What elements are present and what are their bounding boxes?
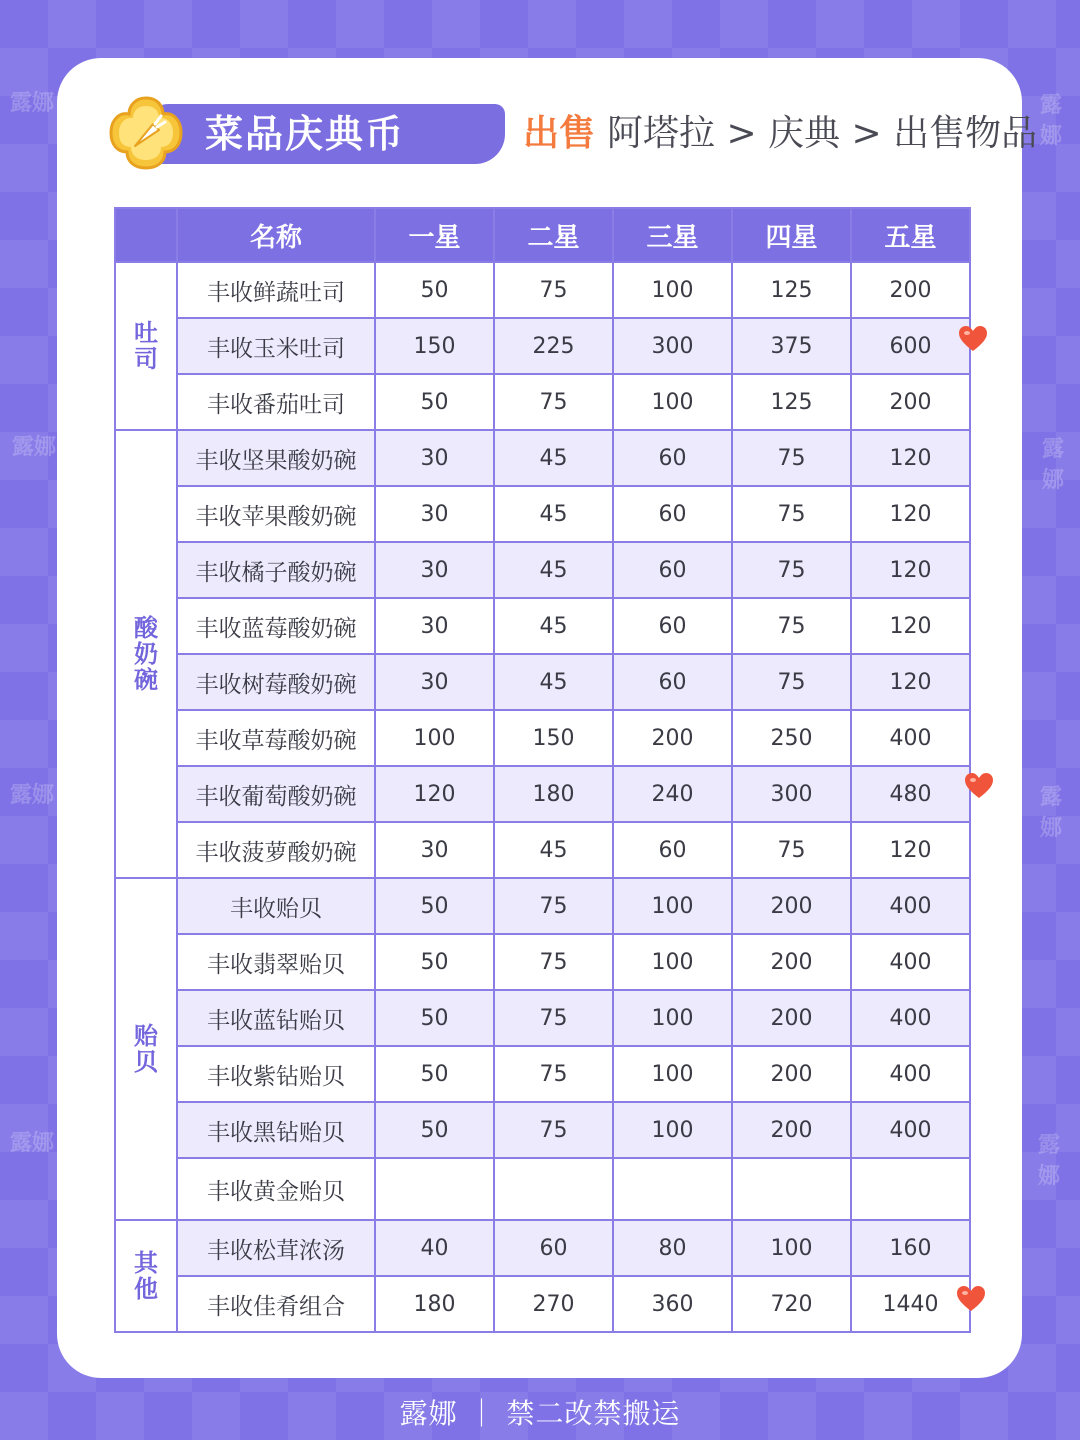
column-header: 一星 (375, 208, 494, 262)
item-name-cell: 丰收黑钻贻贝 (177, 1102, 375, 1158)
table-row (115, 878, 970, 934)
table-row (115, 766, 970, 822)
item-name-cell: 丰收苹果酸奶碗 (177, 486, 375, 542)
price-cell: 100 (613, 934, 732, 990)
price-cell: 100 (375, 710, 494, 766)
item-name-cell: 丰收紫钻贻贝 (177, 1046, 375, 1102)
table-header-row (115, 208, 970, 262)
table-row (115, 430, 970, 486)
price-cell: 60 (613, 486, 732, 542)
price-cell: 120 (851, 486, 970, 542)
price-cell: 60 (613, 654, 732, 710)
item-name-cell: 丰收番茄吐司 (177, 374, 375, 430)
page-title: 菜品庆典币 (205, 112, 406, 156)
item-name-cell: 丰收菠萝酸奶碗 (177, 822, 375, 878)
item-name-cell: 丰收蓝钻贻贝 (177, 990, 375, 1046)
price-cell: 200 (732, 1102, 851, 1158)
table-row (115, 990, 970, 1046)
item-name-cell: 丰收黄金贻贝 (177, 1158, 375, 1220)
price-cell: 75 (732, 542, 851, 598)
table-row (115, 822, 970, 878)
column-header: 四星 (732, 208, 851, 262)
price-cell: 250 (732, 710, 851, 766)
price-cell: 270 (494, 1276, 613, 1332)
price-cell: 50 (375, 374, 494, 430)
table-row (115, 1220, 970, 1276)
price-cell (375, 1158, 494, 1220)
price-cell (851, 1158, 970, 1220)
price-table (114, 207, 971, 1333)
price-cell: 75 (732, 430, 851, 486)
price-cell: 30 (375, 542, 494, 598)
price-cell: 40 (375, 1220, 494, 1276)
price-cell: 360 (613, 1276, 732, 1332)
price-cell: 200 (732, 934, 851, 990)
price-cell: 1440 (851, 1276, 970, 1332)
price-cell: 400 (851, 934, 970, 990)
carrot-coin-icon (107, 94, 185, 172)
price-cell: 75 (494, 934, 613, 990)
item-name-cell: 丰收贻贝 (177, 878, 375, 934)
price-cell: 100 (613, 1102, 732, 1158)
category-cell (115, 430, 177, 878)
price-cell: 60 (613, 542, 732, 598)
price-cell: 180 (375, 1276, 494, 1332)
breadcrumb-path: 阿塔拉 > 庆典 > 出售物品 (607, 113, 1038, 154)
price-cell: 200 (851, 374, 970, 430)
price-cell: 150 (494, 710, 613, 766)
price-cell: 125 (732, 374, 851, 430)
price-cell: 80 (613, 1220, 732, 1276)
price-cell: 100 (613, 878, 732, 934)
category-cell (115, 878, 177, 1220)
price-cell: 200 (851, 262, 970, 318)
category-label: 其他 (133, 1249, 158, 1303)
table-row (115, 1276, 970, 1332)
column-header: 名称 (177, 208, 375, 262)
category-cell (115, 262, 177, 430)
price-cell: 75 (494, 1046, 613, 1102)
item-name-cell: 丰收松茸浓汤 (177, 1220, 375, 1276)
price-cell: 180 (494, 766, 613, 822)
price-cell: 50 (375, 262, 494, 318)
price-cell: 400 (851, 878, 970, 934)
table-row (115, 374, 970, 430)
heart-icon (958, 325, 988, 353)
price-cell (494, 1158, 613, 1220)
price-cell: 30 (375, 654, 494, 710)
watermark: 露娜 (1038, 1133, 1061, 1189)
table-row (115, 654, 970, 710)
watermark: 露娜 (1040, 785, 1063, 841)
price-cell: 30 (375, 822, 494, 878)
table-row (115, 1102, 970, 1158)
item-name-cell: 丰收坚果酸奶碗 (177, 430, 375, 486)
price-cell: 45 (494, 542, 613, 598)
category-label: 贻贝 (133, 1022, 158, 1076)
price-cell: 50 (375, 990, 494, 1046)
price-cell (732, 1158, 851, 1220)
price-cell: 75 (494, 374, 613, 430)
price-cell: 200 (613, 710, 732, 766)
price-cell: 50 (375, 1102, 494, 1158)
price-cell: 400 (851, 1046, 970, 1102)
price-cell: 45 (494, 486, 613, 542)
price-cell: 200 (732, 878, 851, 934)
category-label: 酸奶碗 (133, 614, 158, 694)
price-cell: 100 (613, 990, 732, 1046)
price-cell: 45 (494, 598, 613, 654)
column-header: 二星 (494, 208, 613, 262)
price-cell: 600 (851, 318, 970, 374)
price-cell: 240 (613, 766, 732, 822)
table-row (115, 486, 970, 542)
watermark: 露娜 (10, 91, 55, 116)
category-label: 吐司 (133, 319, 158, 373)
footer-note: 露娜 ｜ 禁二改禁搬运 (399, 1397, 681, 1430)
table-row (115, 318, 970, 374)
price-cell: 50 (375, 878, 494, 934)
price-cell: 300 (613, 318, 732, 374)
price-cell: 150 (375, 318, 494, 374)
price-cell: 100 (613, 1046, 732, 1102)
price-cell: 480 (851, 766, 970, 822)
price-cell: 45 (494, 822, 613, 878)
category-cell (115, 1220, 177, 1332)
item-name-cell: 丰收鲜蔬吐司 (177, 262, 375, 318)
table-row (115, 934, 970, 990)
price-cell: 60 (613, 430, 732, 486)
price-cell: 50 (375, 934, 494, 990)
price-cell: 60 (613, 598, 732, 654)
price-cell: 100 (613, 374, 732, 430)
price-cell: 75 (494, 990, 613, 1046)
column-header: 三星 (613, 208, 732, 262)
price-cell: 200 (732, 1046, 851, 1102)
price-cell: 75 (494, 262, 613, 318)
table-row (115, 710, 970, 766)
price-cell: 200 (732, 990, 851, 1046)
item-name-cell: 丰收草莓酸奶碗 (177, 710, 375, 766)
price-cell: 125 (732, 262, 851, 318)
item-name-cell: 丰收佳肴组合 (177, 1276, 375, 1332)
price-cell: 75 (732, 654, 851, 710)
watermark: 露娜 (1040, 93, 1063, 149)
watermark: 露娜 (10, 1131, 55, 1156)
table-row (115, 542, 970, 598)
price-cell: 50 (375, 1046, 494, 1102)
price-cell: 120 (851, 542, 970, 598)
breadcrumb (523, 108, 1037, 160)
price-cell: 120 (375, 766, 494, 822)
price-cell: 100 (613, 262, 732, 318)
price-cell: 30 (375, 430, 494, 486)
header (107, 94, 1038, 174)
price-cell: 75 (732, 822, 851, 878)
price-cell: 60 (494, 1220, 613, 1276)
price-cell: 30 (375, 486, 494, 542)
content-card (57, 58, 1038, 1378)
table-row (115, 1158, 970, 1220)
price-cell: 75 (732, 598, 851, 654)
item-name-cell: 丰收蓝莓酸奶碗 (177, 598, 375, 654)
price-cell: 400 (851, 990, 970, 1046)
price-cell: 45 (494, 430, 613, 486)
item-name-cell: 丰收翡翠贻贝 (177, 934, 375, 990)
price-cell: 45 (494, 654, 613, 710)
price-cell: 720 (732, 1276, 851, 1332)
price-cell: 120 (851, 598, 970, 654)
item-name-cell: 丰收葡萄酸奶碗 (177, 766, 375, 822)
column-header: 五星 (851, 208, 970, 262)
watermark: 露娜 (12, 435, 57, 460)
price-cell: 400 (851, 710, 970, 766)
price-cell: 120 (851, 430, 970, 486)
watermark: 露娜 (10, 783, 55, 808)
column-header (115, 208, 177, 262)
price-cell: 30 (375, 598, 494, 654)
price-cell: 60 (613, 822, 732, 878)
table-row (115, 262, 970, 318)
price-cell: 120 (851, 822, 970, 878)
heart-icon (956, 1285, 986, 1313)
price-cell: 75 (494, 878, 613, 934)
price-cell: 160 (851, 1220, 970, 1276)
item-name-cell: 丰收树莓酸奶碗 (177, 654, 375, 710)
heart-icon (964, 772, 994, 800)
item-name-cell: 丰收玉米吐司 (177, 318, 375, 374)
price-cell: 400 (851, 1102, 970, 1158)
price-cell: 75 (732, 486, 851, 542)
sale-label: 出售 (523, 113, 596, 154)
price-cell (613, 1158, 732, 1220)
price-cell: 120 (851, 654, 970, 710)
item-name-cell: 丰收橘子酸奶碗 (177, 542, 375, 598)
watermark: 露娜 (1042, 437, 1065, 493)
price-cell: 300 (732, 766, 851, 822)
price-cell: 375 (732, 318, 851, 374)
table-row (115, 1046, 970, 1102)
price-cell: 100 (732, 1220, 851, 1276)
table-row (115, 598, 970, 654)
price-cell: 225 (494, 318, 613, 374)
price-cell: 75 (494, 1102, 613, 1158)
